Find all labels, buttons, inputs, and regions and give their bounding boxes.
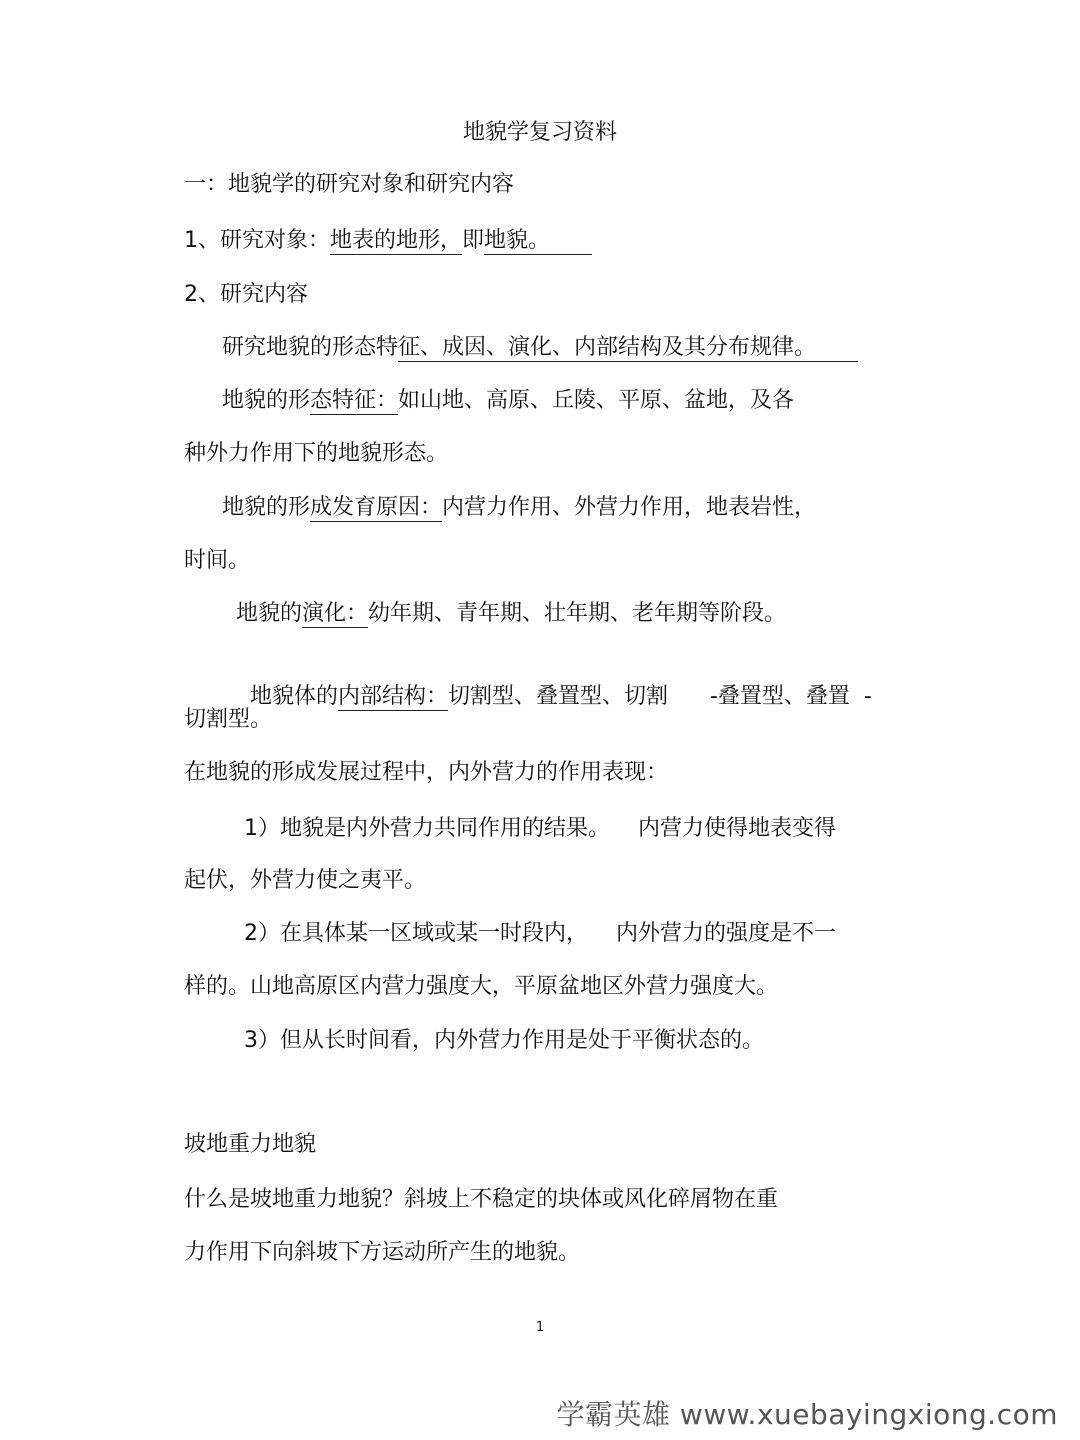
- research-object-underlined-a: 地表的地形，: [330, 228, 463, 253]
- structure-continuation: 切割型。: [184, 707, 273, 732]
- structure-prefix: 地貌体的: [250, 684, 339, 709]
- morphology-underlined: 态特征：: [310, 388, 399, 413]
- forces-point-2: 2）在具体某一区域或某一时段内， 内外营力的强度是不一: [244, 921, 836, 946]
- research-content-prefix: 研究地貌的形态特: [222, 335, 399, 360]
- morphology-rest: 如山地、高原、丘陵、平原、盆地，及各: [398, 388, 795, 413]
- research-content-underlined: 征、成因、演化、内部结构及其分布规律。: [398, 335, 817, 360]
- cause-prefix: 地貌的形: [222, 495, 311, 520]
- evolution-prefix: 地貌的: [236, 601, 303, 626]
- structure-rest: 切割型、叠置型、切割 -叠置型、叠置 -: [448, 684, 872, 709]
- site-watermark: 学霸英雄 www.xuebayingxiong.com: [556, 1398, 1058, 1431]
- cause-line: [222, 493, 816, 523]
- page-number: 1: [535, 1320, 545, 1335]
- research-object-mid: 即: [462, 228, 485, 253]
- research-object-underlined-b: 地貌。: [484, 228, 551, 253]
- forces-intro: 在地貌的形成发展过程中，内外营力的作用表现：: [184, 760, 669, 785]
- research-content-label: 2、研究内容: [184, 282, 308, 307]
- forces-point-1: 1）地貌是内外营力共同作用的结果。 内营力使得地表变得: [244, 816, 836, 841]
- cause-continuation: 时间。: [184, 548, 251, 573]
- cause-rest: 内营力作用、外营力作用，地表岩性，: [442, 495, 817, 520]
- forces-point-1-continuation: 起伏，外营力使之夷平。: [184, 868, 427, 893]
- forces-point-3: 3）但从长时间看，内外营力作用是处于平衡状态的。: [244, 1028, 764, 1053]
- document-title: 地貌学复习资料: [462, 120, 617, 145]
- evolution-underlined: 演化：: [302, 601, 369, 626]
- morphology-continuation: 种外力作用下的地貌形态。: [184, 441, 449, 466]
- evolution-rest: 幼年期、青年期、壮年期、老年期等阶段。: [368, 601, 787, 626]
- section-heading-2: 坡地重力地貌: [184, 1132, 317, 1157]
- structure-line: [236, 652, 872, 712]
- structure-underlined: 内部结构：: [338, 684, 449, 709]
- cause-underlined: 成发育原因：: [310, 495, 443, 520]
- evolution-line: [236, 599, 786, 629]
- morphology-prefix: 地貌的形: [222, 388, 311, 413]
- definition-continuation: 力作用下向斜坡下方运动所产生的地貌。: [184, 1240, 581, 1265]
- section-heading-1: 一：地貌学的研究对象和研究内容: [184, 172, 515, 197]
- underline-tail: [816, 335, 858, 362]
- definition-line: 什么是坡地重力地貌？斜坡上不稳定的块体或风化碎屑物在重: [184, 1187, 779, 1212]
- underline-tail: [550, 228, 592, 255]
- research-object-prefix: 1、研究对象：: [184, 228, 330, 253]
- research-object-line: [184, 226, 592, 256]
- research-content-line: [222, 333, 858, 363]
- forces-point-2-continuation: 样的。山地高原区内营力强度大，平原盆地区外营力强度大。: [184, 974, 779, 999]
- morphology-line: [222, 386, 794, 416]
